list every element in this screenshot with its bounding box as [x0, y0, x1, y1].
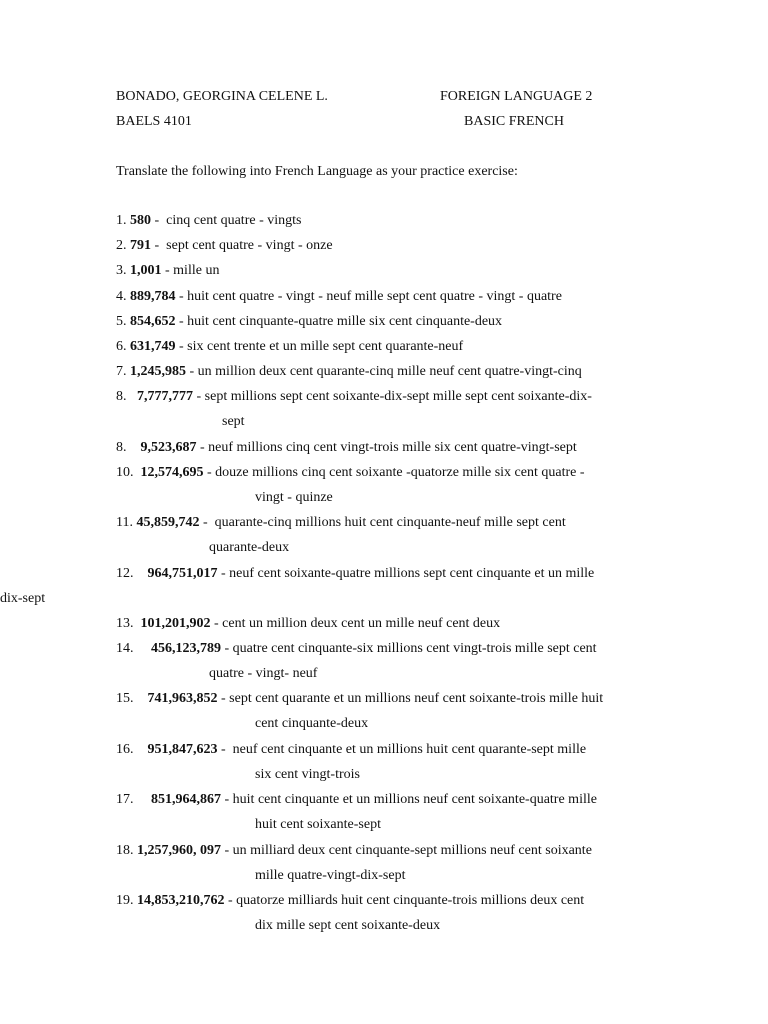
item-number: 456,123,789 — [151, 641, 221, 656]
item-index: 15. — [116, 691, 148, 706]
exercise-item — [116, 309, 676, 334]
item-index: 4. — [116, 289, 130, 304]
exercise-row — [116, 888, 676, 913]
item-translation: huit cent cinquante et un millions neuf cent soixante-quatre mille — [232, 792, 597, 807]
item-index: 2. — [116, 238, 130, 253]
item-separator: - — [151, 213, 167, 228]
item-translation: quatre cent cinquante-six millions cent vingt-trois mille sept cent — [232, 641, 597, 656]
item-translation: quarante-cinq millions huit cent cinquante-neuf mille sept cent — [214, 515, 566, 530]
item-index: 17. — [116, 792, 151, 807]
item-translation: neuf cent cinquante et un millions huit cent quarante-sept mille — [232, 742, 587, 757]
exercise-row — [116, 737, 676, 762]
item-translation: cent un million deux cent un mille neuf cent deux — [222, 616, 501, 631]
item-index: 3. — [116, 263, 130, 278]
item-translation: un million deux cent quarante-cinq mille neuf cent quatre-vingt-cinq — [197, 364, 582, 379]
item-translation: cinq cent quatre - vingts — [166, 213, 302, 228]
exercise-item — [116, 460, 676, 511]
item-number: 14,853,210,762 — [137, 893, 225, 908]
item-number: 854,652 — [130, 314, 176, 329]
exercise-row — [116, 787, 676, 812]
exercise-row — [116, 510, 676, 535]
item-separator: - — [203, 465, 216, 480]
item-translation: sept cent quarante et un millions neuf cent soixante-trois mille huit — [229, 691, 604, 706]
exercise-row — [116, 636, 676, 661]
exercise-row — [116, 208, 676, 233]
item-number: 45,859,742 — [136, 515, 200, 530]
exercise-item — [116, 838, 676, 889]
exercise-row — [116, 359, 676, 384]
item-separator: - — [217, 691, 230, 706]
item-number: 631,749 — [130, 339, 176, 354]
exercise-row — [116, 686, 676, 711]
exercise-row — [116, 611, 676, 636]
item-separator: - — [175, 339, 188, 354]
item-index: 19. — [116, 893, 137, 908]
item-translation: sept millions sept cent soixante-dix-sept mille sept cent soixante-dix- — [204, 389, 592, 404]
exercise-item — [116, 686, 676, 737]
exercise-item — [116, 636, 676, 687]
item-separator: - — [175, 289, 188, 304]
item-translation: six cent trente et un mille sept cent quarante-neuf — [187, 339, 464, 354]
item-index: 18. — [116, 843, 137, 858]
item-index: 7. — [116, 364, 130, 379]
item-translation-continued: huit cent soixante-sept — [255, 817, 381, 833]
exercise-item — [116, 611, 676, 636]
subject-title: BASIC FRENCH — [464, 114, 564, 129]
exercise-item — [116, 787, 676, 838]
exercise-row — [116, 284, 676, 309]
item-number: 1,245,985 — [130, 364, 186, 379]
exercise-row — [116, 233, 676, 258]
item-separator: - — [221, 792, 233, 807]
item-index: 14. — [116, 641, 151, 656]
item-index: 12. — [116, 566, 148, 581]
exercise-row — [116, 334, 676, 359]
item-number: 101,201,902 — [140, 616, 211, 631]
item-separator: - — [196, 440, 209, 455]
student-name: BONADO, GEORGINA CELENE L. — [116, 89, 328, 104]
item-translation-continued: quatre - vingt- neuf — [209, 666, 318, 682]
course-title: FOREIGN LANGUAGE 2 — [440, 89, 593, 104]
item-translation: mille un — [173, 263, 220, 278]
exercise-item — [116, 359, 676, 384]
item-translation: huit cent quatre - vingt - neuf mille sept cent quatre - vingt - quatre — [187, 289, 562, 304]
exercise-item — [116, 334, 676, 359]
item-translation-continued: quarante-deux — [209, 540, 290, 556]
item-number: 1,001 — [130, 263, 162, 278]
instructions-text: Translate the following into French Language as your practice exercise: — [116, 164, 518, 179]
item-translation-continued: sept — [222, 414, 245, 430]
item-number: 964,751,017 — [147, 566, 218, 581]
exercise-row — [116, 838, 676, 863]
exercise-item — [116, 435, 676, 460]
item-number: 7,777,777 — [137, 389, 193, 404]
item-translation: neuf millions cinq cent vingt-trois mille six cent quatre-vingt-sept — [208, 440, 577, 455]
item-translation-continued: vingt - quinze — [255, 490, 333, 506]
item-index: 16. — [116, 742, 148, 757]
item-separator: - — [217, 742, 233, 757]
exercise-item — [116, 888, 676, 939]
item-index: 5. — [116, 314, 130, 329]
item-separator: - — [217, 566, 230, 581]
exercise-row — [116, 561, 676, 586]
exercise-item — [116, 510, 676, 561]
item-number: 1,257,960, 097 — [137, 843, 221, 858]
item-index: 10. — [116, 465, 141, 480]
exercise-row — [116, 460, 676, 485]
item-separator: - — [221, 843, 233, 858]
item-translation: un milliard deux cent cinquante-sept millions neuf cent soixante — [232, 843, 592, 858]
item-translation: douze millions cinq cent soixante -quatorze mille six cent quatre - — [215, 465, 585, 480]
item-translation: huit cent cinquante-quatre mille six cent cinquante-deux — [187, 314, 503, 329]
item-index: 13. — [116, 616, 141, 631]
item-number: 741,963,852 — [147, 691, 218, 706]
item-separator: - — [151, 238, 167, 253]
item-translation: sept cent quatre - vingt - onze — [166, 238, 333, 253]
item-index: 11. — [116, 515, 137, 530]
exercise-item — [116, 258, 676, 283]
section-code: BAELS 4101 — [116, 114, 192, 129]
item-separator: - — [224, 893, 237, 908]
item-translation: quatorze milliards huit cent cinquante-trois millions deux cent — [236, 893, 585, 908]
item-index: 8. — [116, 440, 141, 455]
exercise-row — [116, 384, 676, 409]
item-translation: neuf cent soixante-quatre millions sept cent cinquante et un mille — [229, 566, 595, 581]
exercise-item — [116, 737, 676, 788]
exercise-row — [116, 258, 676, 283]
exercise-row — [116, 309, 676, 334]
item-number: 851,964,867 — [151, 792, 221, 807]
item-separator: - — [210, 616, 223, 631]
item-separator: - — [161, 263, 174, 278]
exercise-item — [0, 561, 676, 612]
item-number: 580 — [130, 213, 151, 228]
item-separator: - — [186, 364, 198, 379]
item-index: 6. — [116, 339, 130, 354]
item-separator: - — [221, 641, 233, 656]
item-index: 1. — [116, 213, 130, 228]
item-index: 8. — [116, 389, 137, 404]
item-number: 889,784 — [130, 289, 176, 304]
item-separator: - — [199, 515, 215, 530]
item-translation-continued: mille quatre-vingt-dix-sept — [255, 868, 406, 884]
exercise-item — [116, 208, 676, 233]
item-number: 12,574,695 — [140, 465, 204, 480]
exercise-item — [116, 384, 676, 435]
item-number: 9,523,687 — [140, 440, 197, 455]
exercise-row — [116, 435, 676, 460]
item-number: 791 — [130, 238, 151, 253]
exercise-item — [116, 284, 676, 309]
item-translation-continued: dix-sept — [0, 591, 46, 607]
item-separator: - — [193, 389, 205, 404]
item-translation-continued: cent cinquante-deux — [255, 716, 369, 732]
exercise-item — [116, 233, 676, 258]
item-separator: - — [175, 314, 188, 329]
item-translation-continued: dix mille sept cent soixante-deux — [255, 918, 441, 934]
item-number: 951,847,623 — [147, 742, 218, 757]
item-translation-continued: six cent vingt-trois — [255, 767, 360, 783]
